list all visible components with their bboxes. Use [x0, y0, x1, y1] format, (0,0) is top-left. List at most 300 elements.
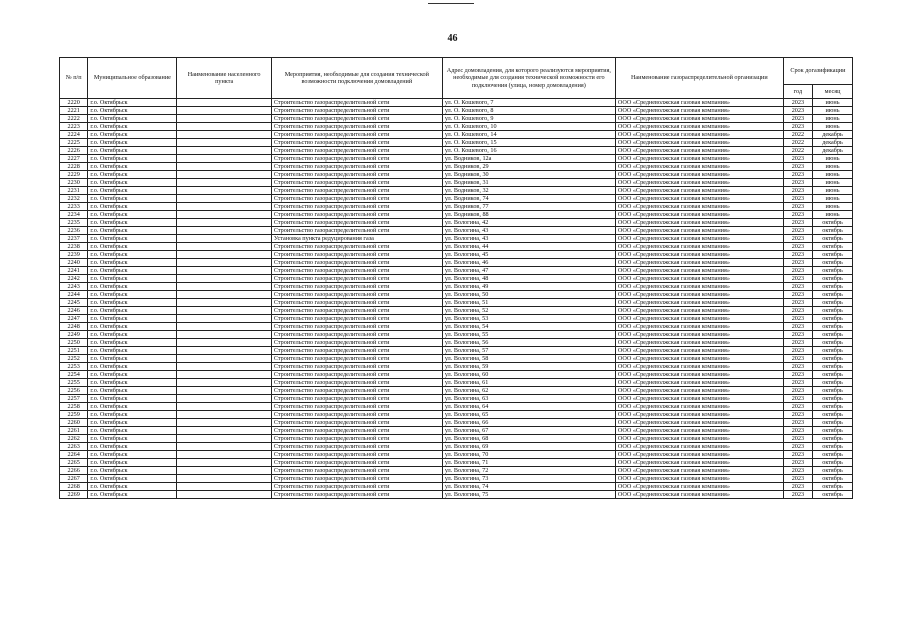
cell-num: 2222	[60, 115, 88, 123]
cell-municipal: г.о. Октябрьск	[88, 403, 177, 411]
header-municipal: Муниципальное образование	[88, 58, 177, 99]
header-address: Адрес домовладения, для которого реализуются мероприятия, необходимые для создания технической возможности его подключения (улица, номер домовладения)	[442, 58, 615, 99]
cell-address: ул. О. Кошевого, 10	[442, 123, 615, 131]
cell-num: 2225	[60, 139, 88, 147]
cell-year: 2023	[783, 491, 812, 499]
cell-municipal: г.о. Октябрьск	[88, 259, 177, 267]
cell-address: ул. Водников, 12а	[442, 155, 615, 163]
cell-year: 2023	[783, 243, 812, 251]
cell-municipal: г.о. Октябрьск	[88, 379, 177, 387]
cell-measure: Строительство газораспределительной сети	[271, 291, 442, 299]
cell-org: ООО «Средневолжская газовая компания»	[615, 403, 783, 411]
cell-month: октябрь	[813, 243, 853, 251]
cell-measure: Строительство газораспределительной сети	[271, 435, 442, 443]
cell-year: 2023	[783, 387, 812, 395]
cell-measure: Строительство газораспределительной сети	[271, 467, 442, 475]
cell-num: 2250	[60, 339, 88, 347]
cell-settlement	[177, 451, 271, 459]
table-header	[60, 58, 853, 99]
cell-year: 2023	[783, 355, 812, 363]
cell-num: 2239	[60, 251, 88, 259]
cell-settlement	[177, 379, 271, 387]
table-row	[60, 475, 853, 483]
cell-num: 2233	[60, 203, 88, 211]
cell-month: октябрь	[813, 323, 853, 331]
cell-address: ул. Вологина, 54	[442, 323, 615, 331]
cell-municipal: г.о. Октябрьск	[88, 459, 177, 467]
cell-address: ул. Вологина, 63	[442, 395, 615, 403]
table-row	[60, 427, 853, 435]
cell-year: 2023	[783, 227, 812, 235]
cell-address: ул. Вологина, 70	[442, 451, 615, 459]
table-row	[60, 371, 853, 379]
cell-measure: Строительство газораспределительной сети	[271, 347, 442, 355]
cell-settlement	[177, 339, 271, 347]
cell-settlement	[177, 443, 271, 451]
cell-measure: Строительство газораспределительной сети	[271, 339, 442, 347]
cell-measure: Строительство газораспределительной сети	[271, 363, 442, 371]
cell-address: ул. Вологина, 59	[442, 363, 615, 371]
cell-address: ул. Вологина, 43	[442, 227, 615, 235]
cell-year: 2023	[783, 267, 812, 275]
cell-address: ул. Вологина, 46	[442, 259, 615, 267]
cell-settlement	[177, 227, 271, 235]
table-row	[60, 267, 853, 275]
cell-settlement	[177, 459, 271, 467]
cell-year: 2023	[783, 171, 812, 179]
cell-num: 2230	[60, 179, 88, 187]
cell-num: 2223	[60, 123, 88, 131]
cell-month: октябрь	[813, 467, 853, 475]
cell-address: ул. Вологина, 66	[442, 419, 615, 427]
cell-month: июнь	[813, 179, 853, 187]
cell-org: ООО «Средневолжская газовая компания»	[615, 211, 783, 219]
table-row	[60, 163, 853, 171]
cell-month: октябрь	[813, 475, 853, 483]
cell-address: ул. Вологина, 57	[442, 347, 615, 355]
cell-org: ООО «Средневолжская газовая компания»	[615, 227, 783, 235]
cell-org: ООО «Средневолжская газовая компания»	[615, 355, 783, 363]
table-row	[60, 251, 853, 259]
cell-measure: Строительство газораспределительной сети	[271, 267, 442, 275]
table-row	[60, 171, 853, 179]
cell-address: ул. Вологина, 67	[442, 427, 615, 435]
table-row	[60, 211, 853, 219]
cell-settlement	[177, 163, 271, 171]
cell-settlement	[177, 251, 271, 259]
cell-org: ООО «Средневолжская газовая компания»	[615, 155, 783, 163]
cell-settlement	[177, 187, 271, 195]
cell-org: ООО «Средневолжская газовая компания»	[615, 483, 783, 491]
cell-measure: Строительство газораспределительной сети	[271, 99, 442, 107]
cell-settlement	[177, 203, 271, 211]
cell-num: 2231	[60, 187, 88, 195]
cell-municipal: г.о. Октябрьск	[88, 99, 177, 107]
cell-num: 2224	[60, 131, 88, 139]
table-row	[60, 451, 853, 459]
cell-municipal: г.о. Октябрьск	[88, 243, 177, 251]
cell-measure: Строительство газораспределительной сети	[271, 283, 442, 291]
cell-month: октябрь	[813, 339, 853, 347]
cell-month: октябрь	[813, 299, 853, 307]
cell-year: 2023	[783, 259, 812, 267]
cell-org: ООО «Средневолжская газовая компания»	[615, 451, 783, 459]
cell-municipal: г.о. Октябрьск	[88, 267, 177, 275]
table-row	[60, 155, 853, 163]
cell-measure: Строительство газораспределительной сети	[271, 411, 442, 419]
cell-address: ул. О. Кошевого, 16	[442, 147, 615, 155]
cell-org: ООО «Средневолжская газовая компания»	[615, 371, 783, 379]
cell-month: октябрь	[813, 235, 853, 243]
table-row	[60, 467, 853, 475]
table-row	[60, 411, 853, 419]
cell-year: 2023	[783, 339, 812, 347]
cell-num: 2227	[60, 155, 88, 163]
cell-month: июнь	[813, 123, 853, 131]
cell-year: 2023	[783, 123, 812, 131]
cell-settlement	[177, 475, 271, 483]
table-row	[60, 131, 853, 139]
cell-address: ул. О. Кошевого, 9	[442, 115, 615, 123]
cell-address: ул. Вологина, 53	[442, 315, 615, 323]
cell-municipal: г.о. Октябрьск	[88, 331, 177, 339]
cell-year: 2023	[783, 115, 812, 123]
table-row	[60, 355, 853, 363]
page-number: 46	[447, 33, 458, 44]
cell-address: ул. Вологина, 71	[442, 459, 615, 467]
cell-address: ул. Вологина, 52	[442, 307, 615, 315]
cell-year: 2023	[783, 219, 812, 227]
cell-municipal: г.о. Октябрьск	[88, 307, 177, 315]
cell-month: июнь	[813, 203, 853, 211]
cell-year: 2023	[783, 291, 812, 299]
cell-address: ул. Вологина, 65	[442, 411, 615, 419]
cell-year: 2023	[783, 323, 812, 331]
cell-address: ул. О. Кошевого, 8	[442, 107, 615, 115]
table-row	[60, 187, 853, 195]
cell-measure: Строительство газораспределительной сети	[271, 227, 442, 235]
table-row	[60, 339, 853, 347]
cell-year: 2023	[783, 107, 812, 115]
top-rule	[428, 3, 474, 4]
table-row	[60, 387, 853, 395]
cell-measure: Строительство газораспределительной сети	[271, 107, 442, 115]
table-row	[60, 283, 853, 291]
cell-org: ООО «Средневолжская газовая компания»	[615, 323, 783, 331]
cell-org: ООО «Средневолжская газовая компания»	[615, 219, 783, 227]
cell-settlement	[177, 107, 271, 115]
table-row	[60, 179, 853, 187]
cell-num: 2249	[60, 331, 88, 339]
cell-measure: Строительство газораспределительной сети	[271, 179, 442, 187]
cell-settlement	[177, 235, 271, 243]
cell-year: 2023	[783, 315, 812, 323]
cell-settlement	[177, 403, 271, 411]
cell-num: 2257	[60, 395, 88, 403]
cell-measure: Строительство газораспределительной сети	[271, 155, 442, 163]
cell-settlement	[177, 307, 271, 315]
cell-org: ООО «Средневолжская газовая компания»	[615, 331, 783, 339]
table-row	[60, 227, 853, 235]
cell-year: 2023	[783, 427, 812, 435]
cell-settlement	[177, 283, 271, 291]
cell-num: 2263	[60, 443, 88, 451]
cell-settlement	[177, 171, 271, 179]
cell-measure: Строительство газораспределительной сети	[271, 163, 442, 171]
table-row	[60, 195, 853, 203]
cell-address: ул. Вологина, 61	[442, 379, 615, 387]
cell-settlement	[177, 179, 271, 187]
cell-settlement	[177, 275, 271, 283]
cell-num: 2235	[60, 219, 88, 227]
cell-measure: Строительство газораспределительной сети	[271, 307, 442, 315]
cell-month: октябрь	[813, 267, 853, 275]
cell-address: ул. Вологина, 55	[442, 331, 615, 339]
cell-address: ул. Вологина, 60	[442, 371, 615, 379]
table-row	[60, 491, 853, 499]
cell-month: октябрь	[813, 411, 853, 419]
cell-num: 2238	[60, 243, 88, 251]
cell-municipal: г.о. Октябрьск	[88, 419, 177, 427]
table-row	[60, 483, 853, 491]
cell-municipal: г.о. Октябрьск	[88, 483, 177, 491]
cell-settlement	[177, 99, 271, 107]
cell-municipal: г.о. Октябрьск	[88, 355, 177, 363]
cell-org: ООО «Средневолжская газовая компания»	[615, 427, 783, 435]
table-row	[60, 243, 853, 251]
cell-org: ООО «Средневолжская газовая компания»	[615, 491, 783, 499]
header-measure: Мероприятия, необходимые для создания технической возможности подключения домовладений	[271, 58, 442, 99]
cell-year: 2023	[783, 483, 812, 491]
cell-measure: Строительство газораспределительной сети	[271, 387, 442, 395]
cell-org: ООО «Средневолжская газовая компания»	[615, 171, 783, 179]
cell-month: октябрь	[813, 275, 853, 283]
cell-month: июнь	[813, 107, 853, 115]
cell-month: октябрь	[813, 315, 853, 323]
cell-month: октябрь	[813, 491, 853, 499]
cell-year: 2023	[783, 403, 812, 411]
cell-settlement	[177, 347, 271, 355]
cell-num: 2228	[60, 163, 88, 171]
table-row	[60, 299, 853, 307]
cell-address: ул. Вологина, 49	[442, 283, 615, 291]
table-row	[60, 363, 853, 371]
cell-address: ул. Водников, 31	[442, 179, 615, 187]
cell-municipal: г.о. Октябрьск	[88, 211, 177, 219]
cell-address: ул. Вологина, 50	[442, 291, 615, 299]
cell-year: 2023	[783, 235, 812, 243]
cell-address: ул. Вологина, 42	[442, 219, 615, 227]
cell-month: октябрь	[813, 379, 853, 387]
cell-month: октябрь	[813, 451, 853, 459]
header-num: № п/п	[60, 58, 88, 99]
cell-month: октябрь	[813, 259, 853, 267]
cell-measure: Строительство газораспределительной сети	[271, 147, 442, 155]
cell-org: ООО «Средневолжская газовая компания»	[615, 251, 783, 259]
cell-month: октябрь	[813, 251, 853, 259]
cell-year: 2023	[783, 363, 812, 371]
cell-address: ул. Вологина, 58	[442, 355, 615, 363]
cell-address: ул. Вологина, 75	[442, 491, 615, 499]
cell-num: 2254	[60, 371, 88, 379]
cell-org: ООО «Средневолжская газовая компания»	[615, 203, 783, 211]
cell-address: ул. Вологина, 43	[442, 235, 615, 243]
cell-measure: Строительство газораспределительной сети	[271, 195, 442, 203]
cell-month: декабрь	[813, 139, 853, 147]
cell-month: октябрь	[813, 371, 853, 379]
cell-org: ООО «Средневолжская газовая компания»	[615, 387, 783, 395]
cell-settlement	[177, 267, 271, 275]
cell-year: 2023	[783, 275, 812, 283]
cell-settlement	[177, 395, 271, 403]
cell-measure: Строительство газораспределительной сети	[271, 451, 442, 459]
cell-address: ул. Вологина, 47	[442, 267, 615, 275]
table-row	[60, 315, 853, 323]
cell-municipal: г.о. Октябрьск	[88, 339, 177, 347]
cell-num: 2234	[60, 211, 88, 219]
cell-num: 2269	[60, 491, 88, 499]
cell-year: 2023	[783, 195, 812, 203]
cell-measure: Строительство газораспределительной сети	[271, 211, 442, 219]
cell-settlement	[177, 131, 271, 139]
header-settlement: Наименование населенного пункта	[177, 58, 271, 99]
cell-org: ООО «Средневолжская газовая компания»	[615, 315, 783, 323]
cell-num: 2252	[60, 355, 88, 363]
cell-municipal: г.о. Октябрьск	[88, 147, 177, 155]
cell-year: 2023	[783, 371, 812, 379]
cell-num: 2268	[60, 483, 88, 491]
cell-month: октябрь	[813, 219, 853, 227]
cell-settlement	[177, 491, 271, 499]
cell-settlement	[177, 323, 271, 331]
cell-address: ул. Вологина, 73	[442, 475, 615, 483]
cell-measure: Строительство газораспределительной сети	[271, 275, 442, 283]
cell-year: 2023	[783, 283, 812, 291]
cell-settlement	[177, 243, 271, 251]
cell-measure: Строительство газораспределительной сети	[271, 131, 442, 139]
cell-address: ул. Вологина, 74	[442, 483, 615, 491]
cell-num: 2242	[60, 275, 88, 283]
cell-month: октябрь	[813, 443, 853, 451]
cell-year: 2023	[783, 419, 812, 427]
cell-municipal: г.о. Октябрьск	[88, 299, 177, 307]
cell-org: ООО «Средневолжская газовая компания»	[615, 395, 783, 403]
cell-municipal: г.о. Октябрьск	[88, 219, 177, 227]
gasification-table	[59, 57, 853, 499]
cell-settlement	[177, 155, 271, 163]
cell-municipal: г.о. Октябрьск	[88, 235, 177, 243]
cell-num: 2229	[60, 171, 88, 179]
table-row	[60, 323, 853, 331]
cell-municipal: г.о. Октябрьск	[88, 395, 177, 403]
cell-num: 2258	[60, 403, 88, 411]
cell-municipal: г.о. Октябрьск	[88, 387, 177, 395]
cell-municipal: г.о. Октябрьск	[88, 347, 177, 355]
cell-num: 2226	[60, 147, 88, 155]
cell-address: ул. Вологина, 48	[442, 275, 615, 283]
cell-year: 2023	[783, 331, 812, 339]
header-month: месяц	[813, 85, 853, 99]
cell-measure: Строительство газораспределительной сети	[271, 395, 442, 403]
table-row	[60, 331, 853, 339]
cell-address: ул. Водников, 30	[442, 171, 615, 179]
cell-num: 2240	[60, 259, 88, 267]
table-row	[60, 347, 853, 355]
cell-org: ООО «Средневолжская газовая компания»	[615, 195, 783, 203]
cell-measure: Строительство газораспределительной сети	[271, 491, 442, 499]
table-row	[60, 235, 853, 243]
cell-num: 2246	[60, 307, 88, 315]
cell-address: ул. Водников, 74	[442, 195, 615, 203]
cell-municipal: г.о. Октябрьск	[88, 139, 177, 147]
cell-measure: Строительство газораспределительной сети	[271, 427, 442, 435]
cell-measure: Строительство газораспределительной сети	[271, 171, 442, 179]
cell-num: 2221	[60, 107, 88, 115]
cell-settlement	[177, 139, 271, 147]
cell-month: октябрь	[813, 355, 853, 363]
cell-municipal: г.о. Октябрьск	[88, 115, 177, 123]
cell-num: 2245	[60, 299, 88, 307]
cell-settlement	[177, 371, 271, 379]
cell-municipal: г.о. Октябрьск	[88, 283, 177, 291]
cell-municipal: г.о. Октябрьск	[88, 107, 177, 115]
cell-org: ООО «Средневолжская газовая компания»	[615, 283, 783, 291]
cell-municipal: г.о. Октябрьск	[88, 363, 177, 371]
cell-month: октябрь	[813, 419, 853, 427]
cell-num: 2251	[60, 347, 88, 355]
cell-month: июнь	[813, 211, 853, 219]
cell-org: ООО «Средневолжская газовая компания»	[615, 299, 783, 307]
cell-measure: Строительство газораспределительной сети	[271, 315, 442, 323]
cell-measure: Строительство газораспределительной сети	[271, 379, 442, 387]
cell-year: 2023	[783, 307, 812, 315]
cell-municipal: г.о. Октябрьск	[88, 203, 177, 211]
cell-address: ул. О. Кошевого, 14	[442, 131, 615, 139]
cell-org: ООО «Средневолжская газовая компания»	[615, 243, 783, 251]
cell-municipal: г.о. Октябрьск	[88, 411, 177, 419]
cell-municipal: г.о. Октябрьск	[88, 475, 177, 483]
cell-org: ООО «Средневолжская газовая компания»	[615, 187, 783, 195]
cell-address: ул. Вологина, 44	[442, 243, 615, 251]
cell-org: ООО «Средневолжская газовая компания»	[615, 115, 783, 123]
cell-month: октябрь	[813, 363, 853, 371]
cell-year: 2023	[783, 411, 812, 419]
cell-org: ООО «Средневолжская газовая компания»	[615, 235, 783, 243]
cell-year: 2023	[783, 155, 812, 163]
cell-municipal: г.о. Октябрьск	[88, 187, 177, 195]
cell-municipal: г.о. Октябрьск	[88, 123, 177, 131]
table-row	[60, 219, 853, 227]
cell-org: ООО «Средневолжская газовая компания»	[615, 259, 783, 267]
cell-municipal: г.о. Октябрьск	[88, 227, 177, 235]
cell-year: 2023	[783, 187, 812, 195]
cell-settlement	[177, 115, 271, 123]
cell-month: июнь	[813, 187, 853, 195]
cell-address: ул. Вологина, 56	[442, 339, 615, 347]
table-row	[60, 419, 853, 427]
cell-municipal: г.о. Октябрьск	[88, 155, 177, 163]
cell-year: 2023	[783, 475, 812, 483]
cell-num: 2243	[60, 283, 88, 291]
cell-municipal: г.о. Октябрьск	[88, 171, 177, 179]
cell-num: 2220	[60, 99, 88, 107]
cell-address: ул. Вологина, 45	[442, 251, 615, 259]
cell-num: 2255	[60, 379, 88, 387]
cell-org: ООО «Средневолжская газовая компания»	[615, 467, 783, 475]
table-row	[60, 139, 853, 147]
cell-org: ООО «Средневолжская газовая компания»	[615, 435, 783, 443]
cell-month: октябрь	[813, 307, 853, 315]
